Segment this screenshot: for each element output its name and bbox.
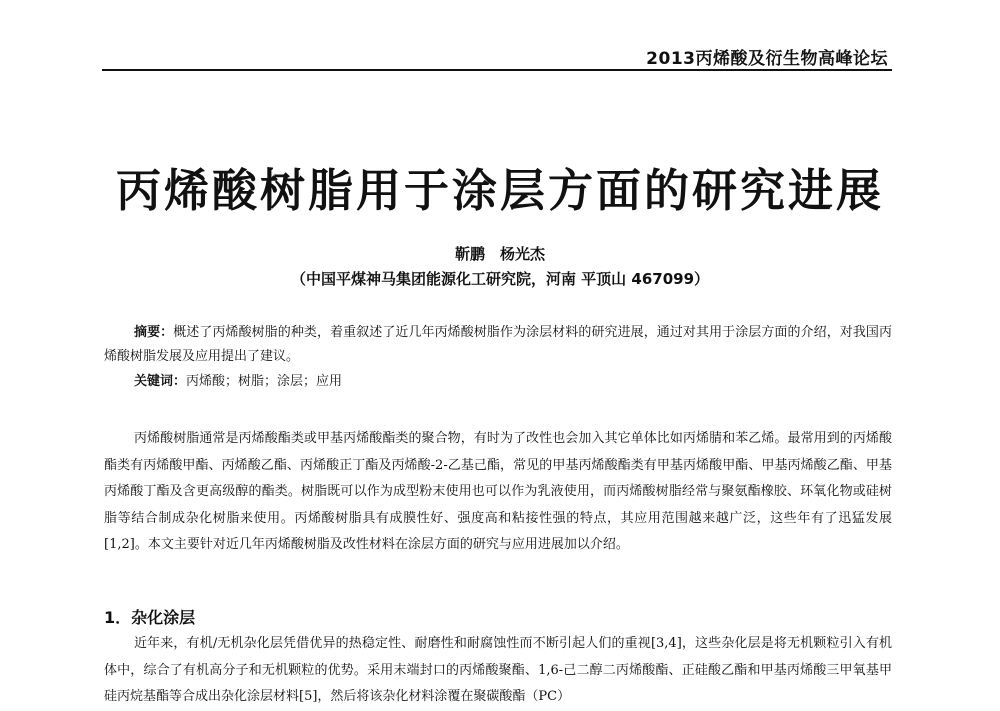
authors: 靳鹏 杨光杰 — [454, 245, 545, 263]
abstract-text: 概述了丙烯酸树脂的种类，着重叙述了近几年丙烯酸树脂作为涂层材料的研究进展，通过对其用于涂层方面的介绍，对我国丙烯酸树脂发展及应用提出了建议。 — [104, 325, 892, 364]
keywords-text: 丙烯酸；树脂；涂层；应用 — [186, 374, 343, 389]
intro-paragraph: 丙烯酸树脂通常是丙烯酸酯类或甲基丙烯酸酯类的聚合物，有时为了改性也会加入其它单体比如丙烯腈和苯乙烯。最常用到的丙烯酸酯类有丙烯酸甲酯、丙烯酸乙酯、丙烯酸正丁酯及丙烯酸-2-乙基己酯，常见的甲基丙烯酸酯类有甲基丙烯酸甲酯、甲基丙烯酸乙酯、甲基丙烯酸丁酯及含更高级醇的酯类。树脂既可以作为成型粉末使用也可以作为乳液使用，而丙烯酸树脂经常与聚氨酯橡胶、环氧化物或硅树脂等结合制成杂化树脂来使用。丙烯酸树脂具有成膜性好、强度高和粘接性强的特点，其应用范围越来越广泛，这些年有了迅猛发展[1,2]。本文主要针对近几年丙烯酸树脂及改性材料在涂层方面的研究与应用进展加以介绍。 — [104, 431, 892, 552]
keywords — [134, 370, 892, 394]
section-heading: 1．杂化涂层 — [104, 608, 196, 627]
abstract — [104, 321, 892, 369]
header-rule — [102, 69, 892, 71]
running-header: 2013丙烯酸及衍生物高峰论坛 — [646, 49, 888, 69]
keywords-label: 关键词： — [134, 374, 187, 389]
abstract-label: 摘要： — [134, 325, 174, 340]
affiliation: （中国平煤神马集团能源化工研究院，河南 平顶山 467099） — [290, 270, 710, 288]
section-paragraph: 近年来，有机/无机杂化层凭借优异的热稳定性、耐磨性和耐腐蚀性而不断引起人们的重视[3,4]，这些杂化层是将无机颗粒引入有机体中，综合了有机高分子和无机颗粒的优势。采用末端封口的丙烯酸聚酯、1,6-己二醇二丙烯酸酯、正硅酸乙酯和甲基丙烯酸三甲氧基甲硅丙烷基酯等合成出杂化涂层材料[5]，然后将该杂化材料涂覆在聚碳酸酯（PC） — [104, 636, 892, 704]
paper-title: 丙烯酸树脂用于涂层方面的研究进展 — [115, 164, 884, 217]
